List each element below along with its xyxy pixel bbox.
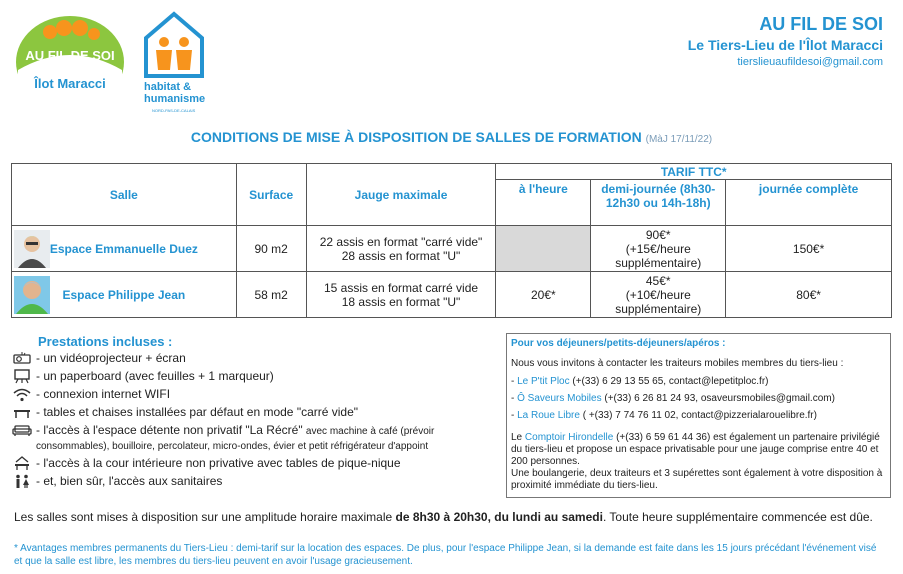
comptoir-paragraph: [511, 432, 886, 468]
tables-icon: [12, 405, 32, 420]
price-line: supplémentaire): [615, 301, 702, 316]
comptoir-prefix: Le: [511, 432, 523, 443]
list-item: [12, 423, 482, 453]
comptoir-link[interactable]: Comptoir Hirondelle: [524, 432, 614, 443]
list-item: [12, 456, 482, 471]
room-jauge: [306, 272, 496, 318]
prestation-text: - tables et chaises installées par défaut en mode "carré vide": [36, 405, 359, 419]
au-fil-de-soi-logo: [14, 10, 126, 110]
food-info-box: [506, 333, 891, 498]
jauge-line: 18 assis en format "U": [341, 294, 461, 309]
price-hour-empty: [496, 226, 591, 272]
caterer-item: - Ô Saveurs Mobiles (+(33) 6 26 81 24 93, osaveursmobiles@gmail.com): [511, 393, 835, 404]
caterer-link[interactable]: Le P'tit Ploc: [517, 376, 570, 387]
list-item: [12, 474, 482, 489]
price-line: (+15€/heure: [625, 241, 691, 256]
paperboard-icon: [12, 369, 32, 384]
caterer-link[interactable]: Ô Saveurs Mobiles: [517, 393, 602, 404]
opening-hours-text: [14, 510, 884, 525]
price-hour: 20€*: [496, 272, 591, 318]
list-item: [12, 387, 482, 402]
price-line: 90€*: [645, 227, 671, 242]
header-surface: Surface: [236, 164, 306, 226]
header-salle: Salle: [12, 164, 237, 226]
list-item: [12, 369, 482, 384]
price-full-day: 150€*: [726, 226, 892, 272]
price-line: (+10€/heure: [625, 287, 691, 302]
caterer-link[interactable]: La Roue Libre: [517, 410, 580, 421]
header-tarif: TARIF TTC*: [496, 164, 892, 180]
table-row: [12, 226, 892, 272]
list-item: [12, 405, 482, 420]
avatar-emmanuelle: [14, 230, 50, 268]
caterer-contact: ( +(33) 7 74 76 11 02, contact@pizzerialarouelibre.fr): [582, 410, 817, 421]
courtyard-icon: [12, 456, 32, 471]
food-title: Pour vos déjeuners/petits-déjeuners/apéros :: [511, 338, 726, 349]
svg-text:humanisme: humanisme: [144, 93, 206, 105]
price-line: supplémentaire): [615, 255, 702, 270]
jauge-line: 15 assis en format carré vide: [323, 280, 479, 295]
prestation-detail: avec machine à café (prévoir consommables), bouilloire, percolateur, micro-ondes, évier et petit réfrigérateur d'appoint: [36, 426, 435, 452]
svg-text:NORD-PAS-DE-CALAIS: NORD-PAS-DE-CALAIS: [152, 108, 196, 113]
prestation-text: [36, 423, 482, 453]
header-heure: à l'heure: [496, 180, 591, 226]
header-jauge: Jauge maximale: [306, 164, 496, 226]
header-demi-journee: demi-journée (8h30-12h30 ou 14h-18h): [591, 180, 726, 226]
room-jauge: [306, 226, 496, 272]
jauge-line: 22 assis en format "carré vide": [319, 234, 483, 249]
hours-bold: de 8h30 à 20h30, du lundi au samedi: [395, 510, 603, 524]
svg-text:habitat &: habitat &: [144, 81, 192, 93]
org-title: AU FIL DE SOI: [759, 14, 883, 34]
habitat-humanisme-logo: [142, 10, 206, 122]
room-surface: 58 m2: [236, 272, 306, 318]
prestation-text: - et, bien sûr, l'accès aux sanitaires: [36, 474, 223, 488]
caterer-contact: (+(33) 6 29 13 55 65, contact@lepetitploc.fr): [572, 376, 769, 387]
prestation-text: - connexion internet WIFI: [36, 387, 171, 401]
room-name: Espace Philippe Jean: [62, 287, 186, 302]
caterer-item: - La Roue Libre ( +(33) 7 74 76 11 02, contact@pizzerialarouelibre.fr): [511, 410, 817, 421]
table-row: [12, 272, 892, 318]
room-surface: 90 m2: [236, 226, 306, 272]
caterer-contact: (+(33) 6 26 81 24 93, osaveursmobiles@gmail.com): [604, 393, 835, 404]
prestation-text: - un vidéoprojecteur + écran: [36, 351, 186, 365]
members-note: * Avantages membres permanents du Tiers-Lieu : demi-tarif sur la location des espaces. De plus, pour l'espace Philippe Jean, si la demande est faite dans les 15 jours précédant l'événement visé et que la salle est libre, les membres du tiers-lieu peuvent en avoir l'usage gracieusement.: [14, 543, 877, 567]
restroom-icon: [12, 474, 32, 489]
rooms-table: [11, 163, 892, 318]
price-half-day: [591, 226, 726, 272]
comptoir-text: (+(33) 6 59 61 44 36) est également un partenaire privilégié du tiers-lieu et propose un espace privatisable pour une jauge comprise entre 40 et 200 personnes.: [511, 432, 880, 467]
jauge-line: 28 assis en format "U": [341, 248, 461, 263]
update-date: (MàJ 17/11/22): [645, 134, 713, 145]
hours-after: . Toute heure supplémentaire commencée est dûe.: [602, 510, 873, 524]
caterer-item: - Le P'tit Ploc (+(33) 6 29 13 55 65, contact@lepetitploc.fr): [511, 376, 769, 387]
room-name: Espace Emmanuelle Duez: [49, 241, 198, 256]
prestation-text: - un paperboard (avec feuilles + 1 marqueur): [36, 369, 274, 383]
price-half-day: [591, 272, 726, 318]
svg-text:Îlot Maracci: Îlot Maracci: [34, 76, 106, 91]
org-email[interactable]: tierslieuaufildesoi@gmail.com: [737, 56, 883, 68]
wifi-icon: [12, 387, 32, 402]
hours-before: Les salles sont mises à disposition sur une amplitude horaire maximale: [14, 510, 393, 524]
list-item: [12, 351, 482, 366]
room-cell: [12, 226, 237, 272]
avatar-philippe: [14, 276, 50, 314]
prestation-text: - l'accès à la cour intérieure non privative avec tables de pique-nique: [36, 456, 401, 470]
svg-text:AU FIL DE SOI: AU FIL DE SOI: [25, 48, 115, 63]
sofa-icon: [12, 423, 32, 438]
prestation-main: - l'accès à l'espace détente non privatif "La Récré": [36, 423, 303, 437]
document-title: [0, 129, 903, 145]
document-title-text: CONDITIONS DE MISE À DISPOSITION DE SALLES DE FORMATION: [190, 129, 642, 145]
org-subtitle: Le Tiers-Lieu de l'Îlot Maracci: [687, 37, 883, 53]
projector-icon: [12, 351, 32, 366]
prestations-list: [12, 351, 482, 492]
food-closing: Une boulangerie, deux traiteurs et 3 supérettes sont également à votre disposition à proximité immédiate du tiers-lieu.: [511, 468, 883, 491]
prestations-title: Prestations incluses :: [38, 334, 173, 349]
price-line: 45€*: [645, 273, 671, 288]
price-full-day: 80€*: [726, 272, 892, 318]
header-journee: journée complète: [726, 180, 892, 226]
room-cell: [12, 272, 237, 318]
food-intro: Nous vous invitons à contacter les traiteurs mobiles membres du tiers-lieu :: [511, 358, 844, 369]
